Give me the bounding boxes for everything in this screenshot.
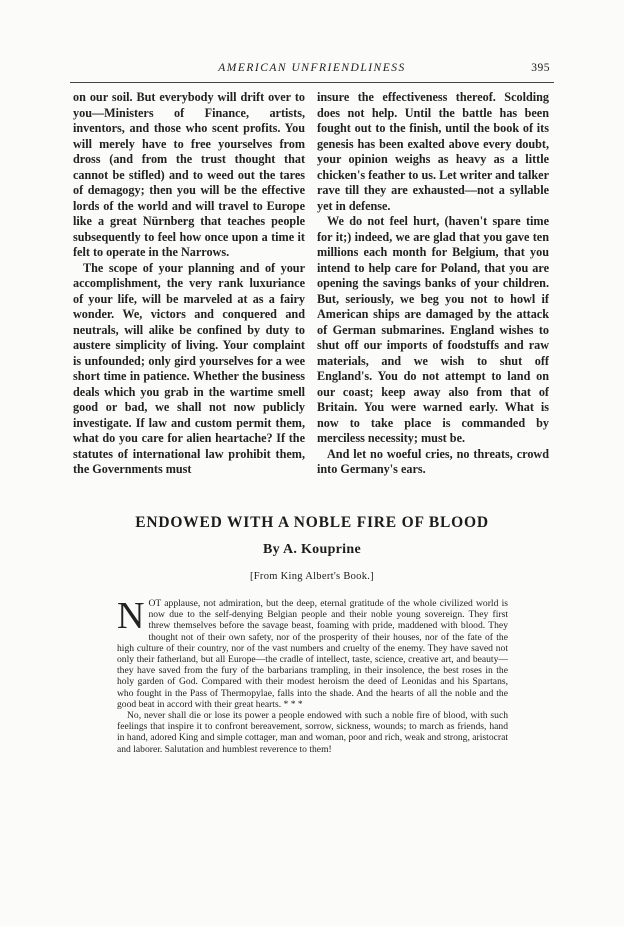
right-paragraph-1: insure the effectiveness thereof. Scolding does not help. Until the battle has been fought out to the finish, until the book of its genesis has been exalted above every doubt, your opinion weighs as heavy as a little chicken's feather to us. Let writer and talker rave till they are exhausted—not a syllable yet in defense. [317,90,549,213]
article-body [117,595,508,755]
page-number: 395 [531,62,550,74]
left-paragraph-1: on our soil. But everybody will drift over to you—Ministers of Finance, artists, inventors, and those who scent profits. You will merely have to free yourselves from dross (and from the trust thought that cannot be stifled) and to weed out the tares of demagogy; then you will be the effective lords of the world and will travel to Europe like a great Nürnberg that teaches people subsequently to feel how once upon a time it felt to operate in the Narrows. [73,90,305,259]
drop-cap: N [117,595,145,637]
running-head-title: AMERICAN UNFRIENDLINESS [218,62,406,74]
article-paragraph-1 [117,595,508,710]
right-paragraph-3: And let no woeful cries, no threats, crowd into Germany's ears. [317,446,549,476]
right-paragraph-2: We do not feel hurt, (haven't spare time for it;) indeed, we are glad that you gave ten millions each month for Belgium, that you intend to help care for Poland, that you are opening the savings banks of your children. But, seriously, we beg you not to howl if American ships are damaged by the attack of German submarines. England wishes to shut off our imports of foodstuffs and raw materials, and we wish to shut off England's. You do not attempt to land on our coast; keep away also from that of Britain. You were warned early. What is now to take place is commanded by merciless necessity; must be. [317,214,549,445]
left-column [73,90,305,478]
article-title: ENDOWED WITH A NOBLE FIRE OF BLOOD [135,514,489,531]
header-rule [70,82,554,83]
left-paragraph-2: The scope of your planning and of your accomplishment, the very rank luxuriance of your life, will be marveled at as a fairy wonder. We, victors and conquered and neutrals, will alike be confined by duty to austere simplicity of living. Your complaint is unfounded; only gird yourselves for a wee short time in patience. Whether the business deals which you grab in the wartime smell good or bad, we shall not now publicly investigate. If law and custom permit them, what do you care for alien heartache? If the statutes of international law prohibit them, the Governments must [73,260,305,476]
article-paragraph-1-text: OT applause, not admiration, but the deep, eternal gratitude of the whole civilized world is now due to the self-denying Belgian people and their noble young sovereign. They first threw themselves before the savage beast, foaming with pride, maddened with blood. They thought not of their own safety, nor of the prosperity of their houses, nor of the fate of the high culture of their country, nor of the vast numbers and cruelty of the enemy. They have saved not only their fatherland, but all Europe—the cradle of intellect, taste, science, creative art, and beauty—they have saved from the fury of the barbarians trampling, in their insolence, the best roses in the holy garden of God. Compared with their modest heroism the deed of Leonidas and his Spartans, who fought in the Pass of Thermopylae, falls into the shade. And the hearts of all the noble and the good beat in accord with their great hearts. * * * [117,598,508,710]
article-byline: By A. Kouprine [263,542,361,557]
running-head [74,62,550,78]
right-column [317,90,549,478]
article-source: [From King Albert's Book.] [249,571,375,582]
article-paragraph-2: No, never shall die or lose its power a people endowed with such a noble fire of blood, with such feelings that inspire it to confront bereavement, sorrow, sickness, wounds; to march as friends, hand in hand, adored King and simple cottager, man and woman, poor and rich, weak and strong, aristocrat and laborer. Salutation and humblest reverence to them! [117,710,508,755]
